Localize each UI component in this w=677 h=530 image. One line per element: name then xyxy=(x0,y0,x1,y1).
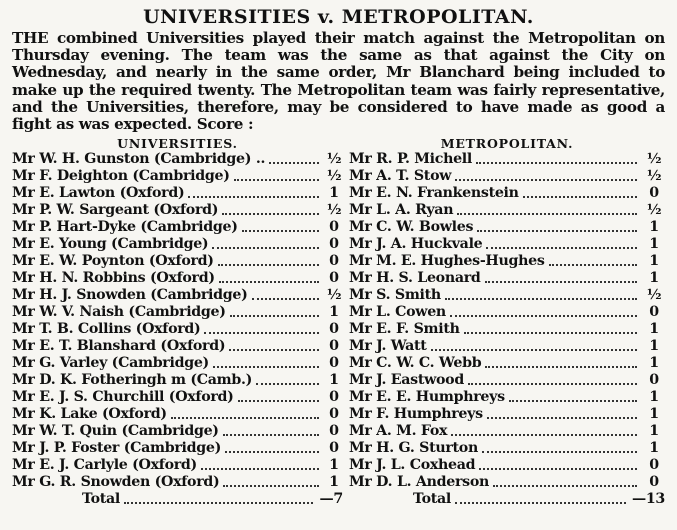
leader-dots xyxy=(464,332,637,334)
player-row xyxy=(12,355,343,372)
player-row xyxy=(12,270,343,287)
player-score: 0 xyxy=(329,219,339,236)
player-score: 0 xyxy=(329,355,339,372)
leader-dots xyxy=(487,417,637,419)
player-score: 0 xyxy=(649,372,659,389)
player-score: 1 xyxy=(329,304,339,321)
leader-dots xyxy=(213,366,319,368)
player-name: Mr G. Varley (Cambridge) xyxy=(12,355,209,372)
player-score: 1 xyxy=(329,185,339,202)
leader-dots xyxy=(204,332,318,334)
player-score: ½ xyxy=(326,287,342,304)
leader-dots xyxy=(493,485,637,487)
universities-list xyxy=(12,151,343,491)
player-row xyxy=(12,304,343,321)
metropolitan-total-row xyxy=(349,491,665,508)
metropolitan-heading: METROPOLITAN. xyxy=(440,136,574,152)
player-name: Mr W. H. Gunston (Cambridge) .. xyxy=(12,151,266,168)
player-row xyxy=(349,202,665,219)
player-row xyxy=(349,372,665,389)
leader-dots xyxy=(242,230,319,232)
leader-dots xyxy=(455,502,626,504)
player-name: Mr H. N. Robbins (Oxford) xyxy=(12,270,215,287)
universities-heading: UNIVERSITIES. xyxy=(117,136,238,152)
player-row xyxy=(12,338,343,355)
total-label: Total xyxy=(412,491,451,508)
player-score: 0 xyxy=(329,321,339,338)
player-name: Mr E. N. Frankenstein xyxy=(348,185,519,202)
player-score: 0 xyxy=(649,304,659,321)
player-row xyxy=(12,202,343,219)
player-name: Mr C. W. Bowles xyxy=(348,219,474,236)
player-score: 0 xyxy=(329,423,339,440)
player-score: 0 xyxy=(649,474,659,491)
player-name: Mr M. E. Hughes-Hughes xyxy=(348,253,545,270)
player-row xyxy=(349,440,665,457)
player-name: Mr W. T. Quin (Cambridge) xyxy=(12,423,219,440)
player-score: 0 xyxy=(329,270,339,287)
player-row xyxy=(12,423,343,440)
player-row xyxy=(12,372,343,389)
leader-dots xyxy=(445,298,637,300)
leader-dots xyxy=(455,179,637,181)
player-score: 1 xyxy=(649,406,659,423)
player-score: ½ xyxy=(646,202,662,219)
player-name: Mr H. S. Leonard xyxy=(348,270,481,287)
player-score: 0 xyxy=(649,457,659,474)
player-row xyxy=(349,355,665,372)
player-score: 1 xyxy=(649,389,659,406)
player-row xyxy=(349,338,665,355)
player-name: Mr E. E. Humphreys xyxy=(348,389,505,406)
player-name: Mr P. W. Sargeant (Oxford) xyxy=(12,202,219,219)
player-name: Mr F. Deighton (Cambridge) xyxy=(12,168,230,185)
player-row xyxy=(12,389,343,406)
player-score: 1 xyxy=(649,236,659,253)
leader-dots xyxy=(485,281,637,283)
player-name: Mr R. P. Michell xyxy=(348,151,472,168)
player-row xyxy=(349,457,665,474)
player-score: ½ xyxy=(326,151,342,168)
player-row xyxy=(349,287,665,304)
leader-dots xyxy=(252,298,319,300)
player-name: Mr D. L. Anderson xyxy=(348,474,490,491)
player-row xyxy=(12,321,343,338)
player-row xyxy=(349,304,665,321)
player-name: Mr H. J. Snowden (Cambridge) xyxy=(12,287,248,304)
player-row xyxy=(349,406,665,423)
leader-dots xyxy=(124,502,313,504)
player-row xyxy=(12,253,343,270)
leader-dots xyxy=(219,281,319,283)
player-score: 1 xyxy=(649,423,659,440)
player-name: Mr A. T. Stow xyxy=(348,168,452,185)
player-score: 1 xyxy=(649,440,659,457)
leader-dots xyxy=(188,196,319,198)
leader-dots xyxy=(468,383,637,385)
player-row xyxy=(12,457,343,474)
player-row xyxy=(349,321,665,338)
player-score: ½ xyxy=(326,202,342,219)
score-table xyxy=(12,137,665,508)
player-row xyxy=(349,219,665,236)
leader-dots xyxy=(256,383,319,385)
leader-dots xyxy=(223,434,319,436)
leader-dots xyxy=(223,485,319,487)
player-name: Mr J. P. Foster (Cambridge) xyxy=(12,440,222,457)
leader-dots xyxy=(222,213,319,215)
player-row xyxy=(349,185,665,202)
leader-dots xyxy=(479,468,637,470)
leader-dots xyxy=(225,451,319,453)
leader-dots xyxy=(201,468,319,470)
player-name: Mr J. Eastwood xyxy=(348,372,464,389)
leader-dots xyxy=(476,162,637,164)
player-score: 0 xyxy=(329,389,339,406)
player-row xyxy=(349,151,665,168)
leader-dots xyxy=(238,400,319,402)
player-score: 0 xyxy=(329,253,339,270)
player-score: ½ xyxy=(326,168,342,185)
player-name: Mr E. W. Poynton (Oxford) xyxy=(12,253,214,270)
player-row xyxy=(349,253,665,270)
player-score: 1 xyxy=(649,270,659,287)
player-row xyxy=(349,168,665,185)
player-name: Mr J. L. Coxhead xyxy=(348,457,476,474)
player-name: Mr T. B. Collins (Oxford) xyxy=(12,321,201,338)
player-row xyxy=(12,185,343,202)
player-name: Mr C. W. C. Webb xyxy=(348,355,482,372)
player-name: Mr G. R. Snowden (Oxford) xyxy=(12,474,220,491)
intro-paragraph: THE combined Universities played their match against the Metropolitan on Thursday evening. The team was the same as that against the City on Wednesday, and nearly in the same order, Mr Blanchard being included to make up the required twenty. The Metropolitan team was fairly representative, and the Universities, therefore, may be considered to have made as good a fight as was expected. Score : xyxy=(12,29,665,134)
leader-dots xyxy=(269,162,319,164)
player-name: Mr E. T. Blanshard (Oxford) xyxy=(12,338,226,355)
player-name: Mr H. G. Sturton xyxy=(348,440,478,457)
player-name: Mr E. Young (Cambridge) xyxy=(12,236,209,253)
player-name: Mr A. M. Fox xyxy=(348,423,448,440)
leader-dots xyxy=(450,315,637,317)
leader-dots xyxy=(234,179,319,181)
player-row xyxy=(349,270,665,287)
leader-dots xyxy=(218,264,319,266)
player-score: 0 xyxy=(329,406,339,423)
player-row xyxy=(12,168,343,185)
player-score: 0 xyxy=(649,185,659,202)
player-row xyxy=(12,236,343,253)
player-name: Mr S. Smith xyxy=(348,287,441,304)
headline: UNIVERSITIES v. METROPOLITAN. xyxy=(143,6,534,28)
player-row xyxy=(349,389,665,406)
player-score: 0 xyxy=(329,338,339,355)
player-score: 1 xyxy=(329,457,339,474)
player-name: Mr D. K. Fotheringh m (Camb.) xyxy=(12,372,253,389)
player-row xyxy=(349,423,665,440)
player-row xyxy=(349,474,665,491)
player-name: Mr W. V. Naish (Cambridge) xyxy=(12,304,226,321)
player-name: Mr E. F. Smith xyxy=(348,321,460,338)
leader-dots xyxy=(485,366,637,368)
leader-dots xyxy=(171,417,319,419)
metropolitan-total-value: —13 xyxy=(631,491,665,508)
player-name: Mr E. J. Carlyle (Oxford) xyxy=(12,457,197,474)
player-name: Mr L. A. Ryan xyxy=(348,202,454,219)
player-score: 0 xyxy=(329,440,339,457)
player-row xyxy=(12,287,343,304)
leader-dots xyxy=(477,230,637,232)
player-score: ½ xyxy=(646,168,662,185)
player-name: Mr E. Lawton (Oxford) xyxy=(12,185,185,202)
player-name: Mr K. Lake (Oxford) xyxy=(12,406,167,423)
leader-dots xyxy=(451,434,637,436)
player-name: Mr P. Hart-Dyke (Cambridge) xyxy=(12,219,238,236)
player-name: Mr E. J. S. Churchill (Oxford) xyxy=(12,389,234,406)
player-score: 1 xyxy=(649,219,659,236)
leader-dots xyxy=(549,264,637,266)
player-row xyxy=(349,236,665,253)
leader-dots xyxy=(212,247,319,249)
player-score: 1 xyxy=(329,372,339,389)
leader-dots xyxy=(486,247,637,249)
leader-dots xyxy=(229,349,319,351)
leader-dots xyxy=(523,196,637,198)
player-name: Mr F. Humphreys xyxy=(348,406,483,423)
player-score: 1 xyxy=(329,474,339,491)
player-row xyxy=(12,406,343,423)
player-score: 1 xyxy=(649,253,659,270)
player-name: Mr J. A. Huckvale xyxy=(348,236,483,253)
player-row xyxy=(12,151,343,168)
total-label: Total xyxy=(82,491,121,508)
player-score: ½ xyxy=(646,287,662,304)
metropolitan-list xyxy=(349,151,665,491)
leader-dots xyxy=(482,451,637,453)
leader-dots xyxy=(457,213,637,215)
player-score: 1 xyxy=(649,338,659,355)
player-score: 1 xyxy=(649,321,659,338)
metropolitan-column xyxy=(349,137,665,508)
leader-dots xyxy=(230,315,319,317)
universities-column xyxy=(12,137,343,508)
universities-total-value: —7 xyxy=(319,491,343,508)
player-row xyxy=(12,474,343,491)
universities-total-row xyxy=(12,491,343,508)
player-row xyxy=(12,219,343,236)
player-row xyxy=(12,440,343,457)
player-score: 1 xyxy=(649,355,659,372)
player-name: Mr L. Cowen xyxy=(348,304,446,321)
leader-dots xyxy=(509,400,637,402)
player-name: Mr J. Watt xyxy=(348,338,427,355)
leader-dots xyxy=(431,349,637,351)
player-score: 0 xyxy=(329,236,339,253)
player-score: ½ xyxy=(646,151,662,168)
